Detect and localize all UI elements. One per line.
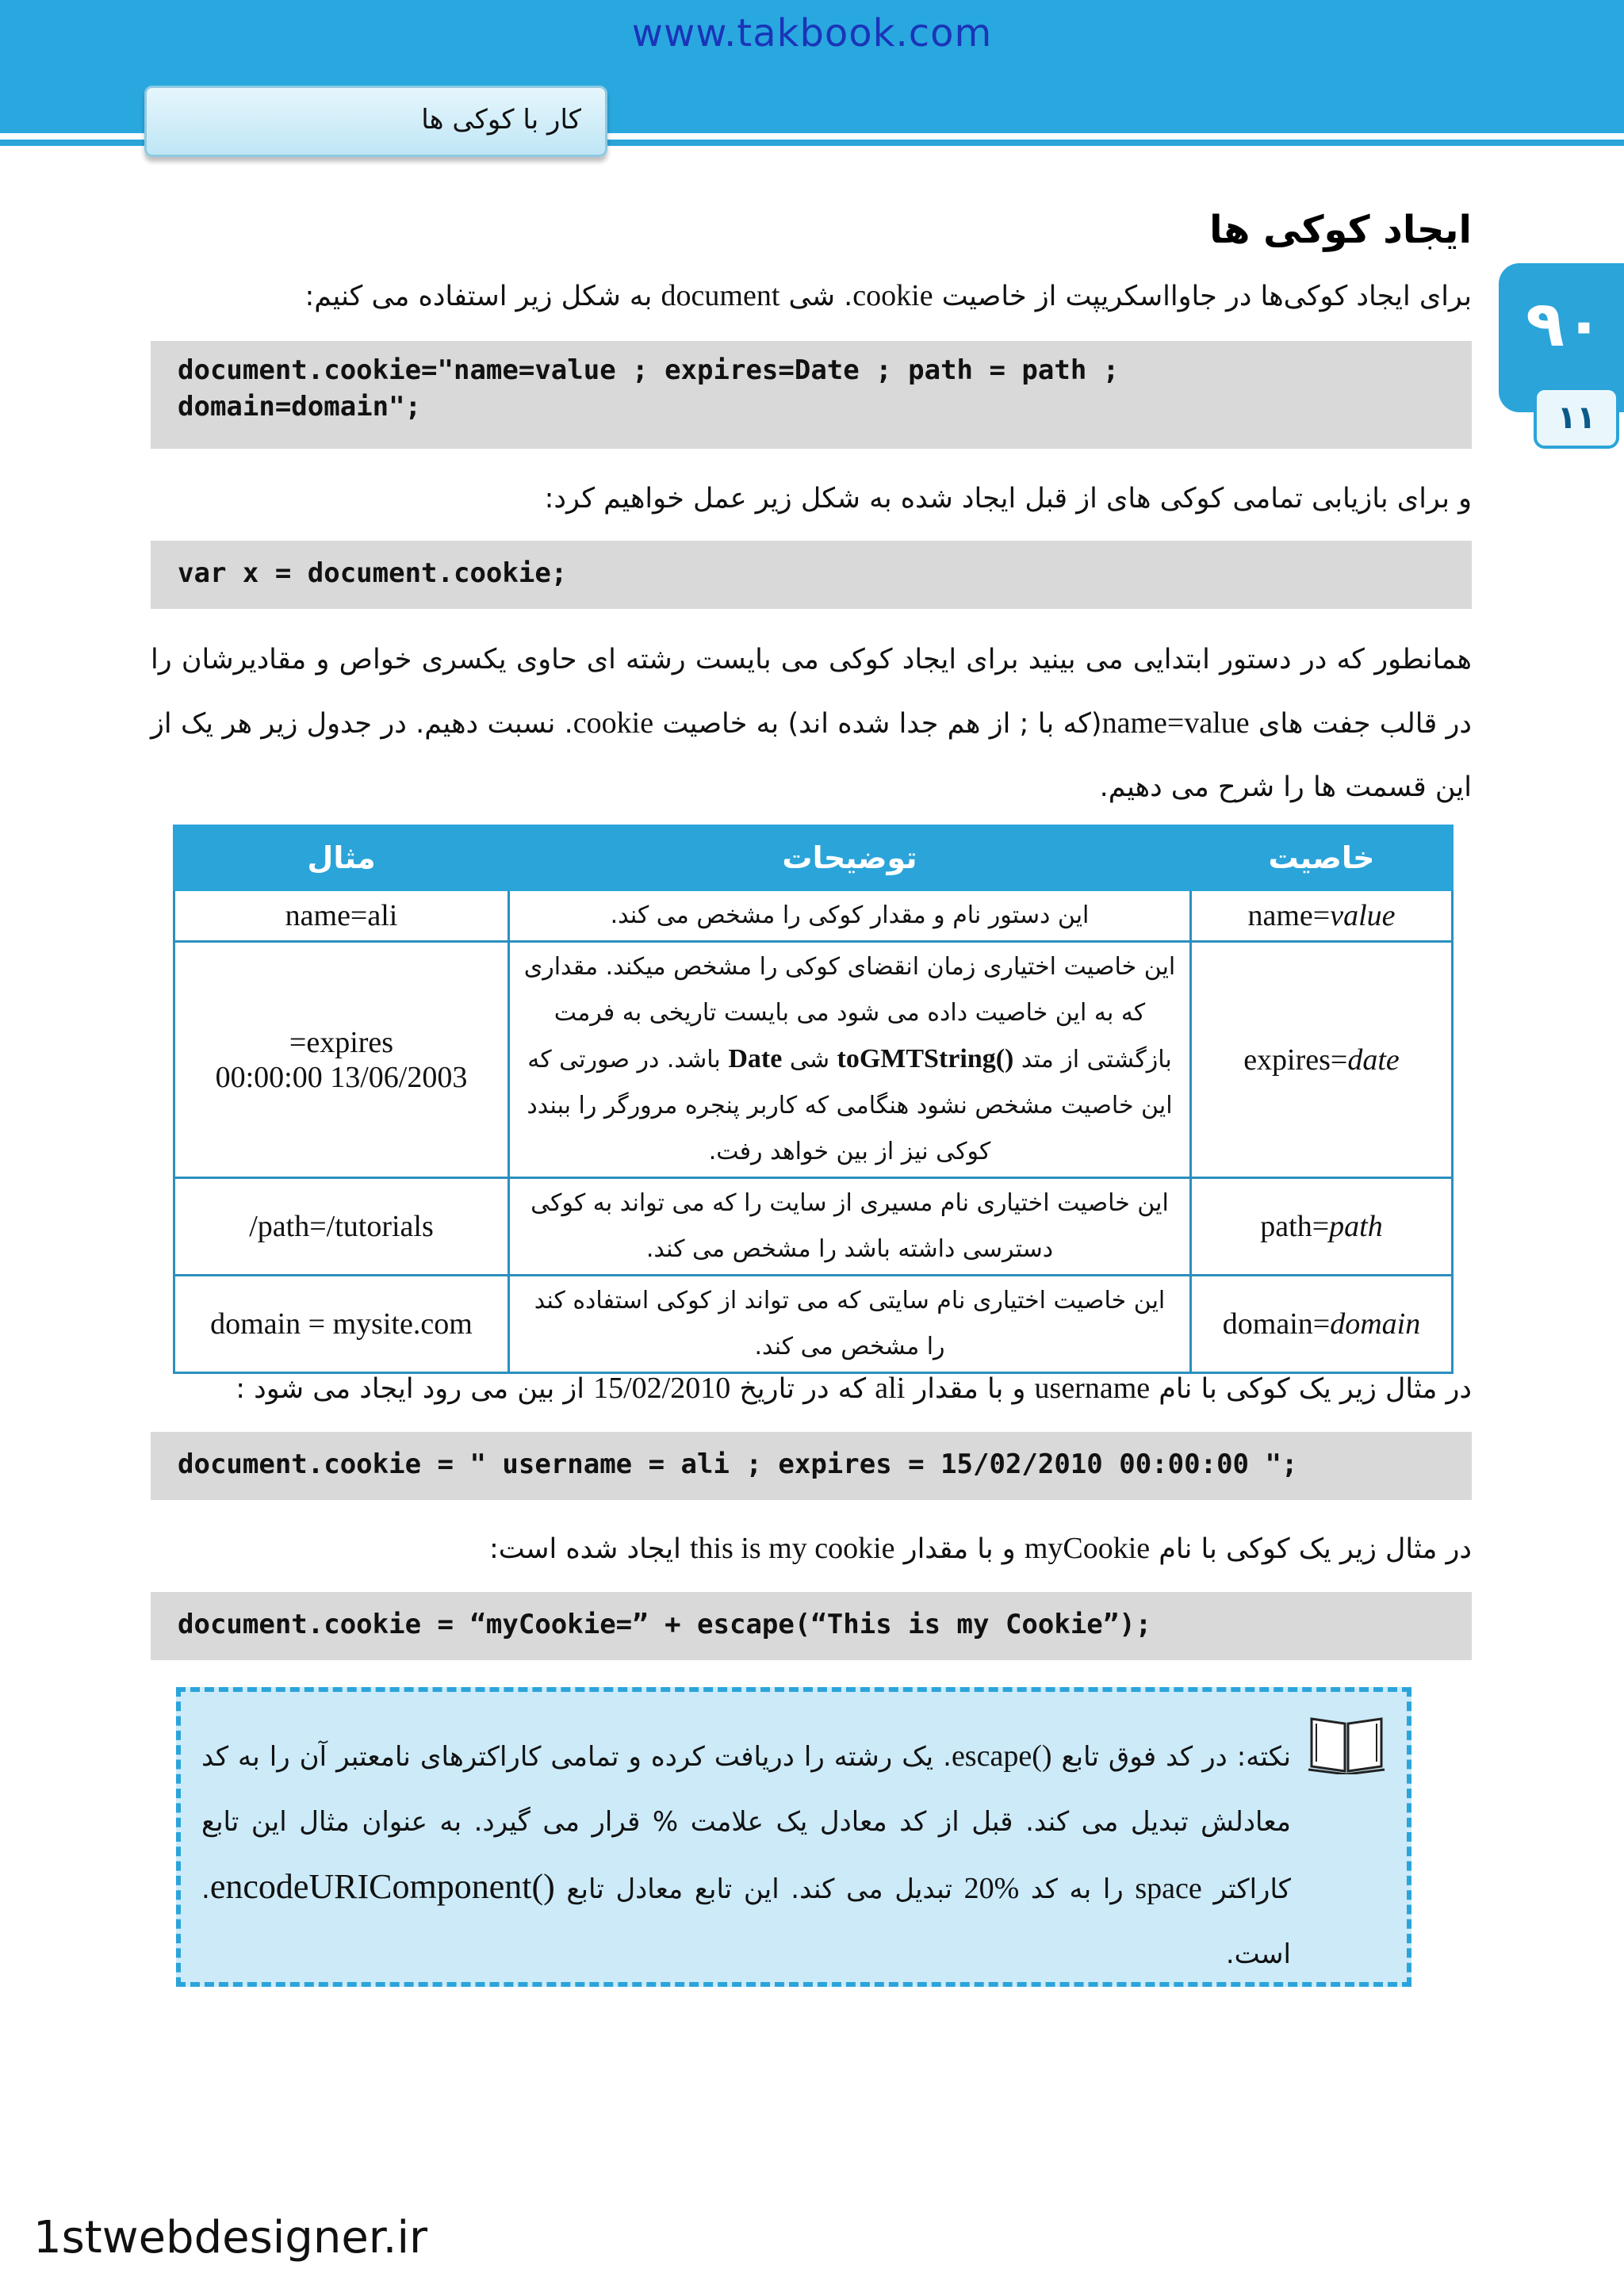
property-cell xyxy=(1191,890,1453,942)
note-text xyxy=(201,1724,1386,1987)
header-example: مثال xyxy=(174,826,509,890)
property-value: date xyxy=(1347,1043,1400,1077)
description-cell: این خاصیت اختیاری نام مسیری از سایت را که می تواند به کوکی دسترسی داشته باشد را مشخص می کند. xyxy=(509,1178,1191,1276)
explain-text: (که با ; از هم جدا شده اند) به خاصیت xyxy=(653,708,1102,740)
property-key: path= xyxy=(1260,1210,1330,1243)
code-block-retrieve: var x = document.cookie; xyxy=(151,541,1472,609)
site-url[interactable]: www.takbook.com xyxy=(631,11,993,55)
example2-paragraph xyxy=(151,1521,1472,1577)
footer-brand[interactable]: 1stwebdesigner.ir xyxy=(33,2212,428,2263)
explain-text: . نسبت دهیم. در جدول زیر هر یک از این قسمت ها را شرح می دهیم. xyxy=(151,708,1472,803)
table-row xyxy=(174,890,1453,942)
note-box xyxy=(176,1687,1411,1987)
example2-name: myCookie xyxy=(1024,1532,1151,1565)
note-segment: . است. xyxy=(201,1873,1291,1970)
code-block-example1: document.cookie = " username = ali ; expires = 15/02/2010 00:00:00 "; xyxy=(151,1432,1472,1500)
note-segment: تبدیل می کند. این تابع معادل تابع xyxy=(554,1873,964,1905)
section-title: ایجاد کوکی ها xyxy=(1209,208,1472,252)
table-row xyxy=(174,942,1453,1178)
example1-text: در مثال زیر یک کوکی با نام xyxy=(1150,1373,1472,1405)
example-cell xyxy=(174,942,509,1178)
note-code: 20% xyxy=(963,1872,1020,1905)
note-segment: نکته: در کد فوق تابع xyxy=(1051,1741,1291,1773)
property-value: path xyxy=(1329,1210,1383,1243)
explain-paragraph xyxy=(151,628,1472,819)
property-key: name= xyxy=(1247,899,1331,932)
example1-text: از بین می رود ایجاد می شود : xyxy=(236,1373,594,1405)
property-cell xyxy=(1191,942,1453,1178)
example2-text: در مثال زیر یک کوکی با نام xyxy=(1150,1533,1472,1565)
explain-pair: name=value xyxy=(1101,706,1250,740)
intro-document: document xyxy=(661,279,780,312)
note-func-encode: encodeURIComponent() xyxy=(209,1867,555,1906)
property-key: domain= xyxy=(1222,1307,1331,1341)
note-segment: . یک رشته را دریافت کرده و تمامی کاراکترهای نامعتبر آن را به کد معادلش تبدیل می کند. قبل از کد معادل یک علامت % قرار می گیرد. به عنوان مثال این تابع کاراکتر xyxy=(201,1741,1291,1905)
note-func-escape: escape() xyxy=(951,1739,1052,1773)
example-cell: path=/tutorials/ xyxy=(174,1178,509,1276)
example-cell: domain = mysite.com xyxy=(174,1276,509,1373)
example1-date: 15/02/2010 xyxy=(593,1372,731,1405)
chapter-title-tab: کار با کوکی ها xyxy=(144,86,607,157)
description-text: شی xyxy=(782,1046,837,1073)
description-cell xyxy=(509,942,1191,1178)
intro-paragraph xyxy=(151,268,1472,324)
page-number: ۹۰ xyxy=(1526,287,1603,361)
note-segment: را به کد xyxy=(1019,1873,1136,1905)
description-method: toGMTString() xyxy=(837,1044,1014,1073)
book-icon xyxy=(1307,1711,1386,1774)
example2-value: this is my cookie xyxy=(689,1532,895,1565)
example1-value: ali xyxy=(875,1372,906,1405)
code-block-create: document.cookie="name=value ; expires=Date ; path = path ; domain=domain"; xyxy=(151,341,1472,449)
description-text: باشد. در صورتی که این خاصیت مشخص نشود هنگامی که کاربر پنجره مرورگر را ببندد کوکی نیز از بین خواهد رفت. xyxy=(527,1046,1173,1165)
example1-text: که در تاریخ xyxy=(730,1373,875,1405)
retrieve-paragraph: و برای بازیابی تمامی کوکی های از قبل ایجاد شده به شکل زیر عمل خواهیم کرد: xyxy=(544,483,1472,515)
intro-text: . شی xyxy=(779,281,853,312)
table-header-row xyxy=(174,826,1453,890)
intro-cookie: cookie xyxy=(852,279,933,312)
explain-cookie: cookie xyxy=(573,706,654,740)
example2-text: و با مقدار xyxy=(894,1533,1025,1565)
example-line: 13/06/2003 00:00:00 xyxy=(215,1060,468,1094)
property-key: expires= xyxy=(1243,1043,1348,1077)
header-property: خاصیت xyxy=(1191,826,1453,890)
table-row xyxy=(174,1178,1453,1276)
table-row xyxy=(174,1276,1453,1373)
example1-name: username xyxy=(1034,1372,1151,1405)
description-cell: این دستور نام و مقدار کوکی را مشخص می کند. xyxy=(509,890,1191,942)
description-cell: این خاصیت اختیاری نام سایتی که می تواند از کوکی استفاده کند را مشخص می کند. xyxy=(509,1276,1191,1373)
property-value: domain xyxy=(1330,1307,1421,1341)
chapter-number: ۱۱ xyxy=(1534,387,1619,449)
cookie-properties-table xyxy=(173,825,1454,1374)
property-cell xyxy=(1191,1178,1453,1276)
note-space: space xyxy=(1135,1872,1202,1905)
example1-text: و با مقدار xyxy=(905,1373,1035,1405)
header-description: توضیحات xyxy=(509,826,1191,890)
property-cell xyxy=(1191,1276,1453,1373)
property-value: value xyxy=(1330,899,1396,932)
intro-text: به شکل زیر استفاده می کنیم: xyxy=(304,281,661,312)
example-cell: name=ali xyxy=(174,890,509,942)
example2-text: ایجاد شده است: xyxy=(489,1533,690,1565)
explain-text: همانطور که در دستور ابتدایی می بینید برای ایجاد کوکی می بایست رشته ای حاوی یکسری خواص و مقادیرشان را در قالب جفت های xyxy=(151,644,1472,740)
description-text: این خاصیت اختیاری زمان انقضای کوکی را مشخص میکند. مقداری که به این خاصیت داده می شود می بایست تاریخی به فرمت بازگشتی از متد xyxy=(523,953,1176,1073)
example1-paragraph xyxy=(151,1360,1472,1417)
example-line: expires= xyxy=(289,1025,394,1059)
code-block-example2: document.cookie = “myCookie=” + escape(“This is my Cookie”); xyxy=(151,1592,1472,1660)
description-object: Date xyxy=(728,1044,783,1073)
intro-text: برای ایجاد کوکی‌ها در جاوااسکریپت از خاصیت xyxy=(933,281,1472,312)
